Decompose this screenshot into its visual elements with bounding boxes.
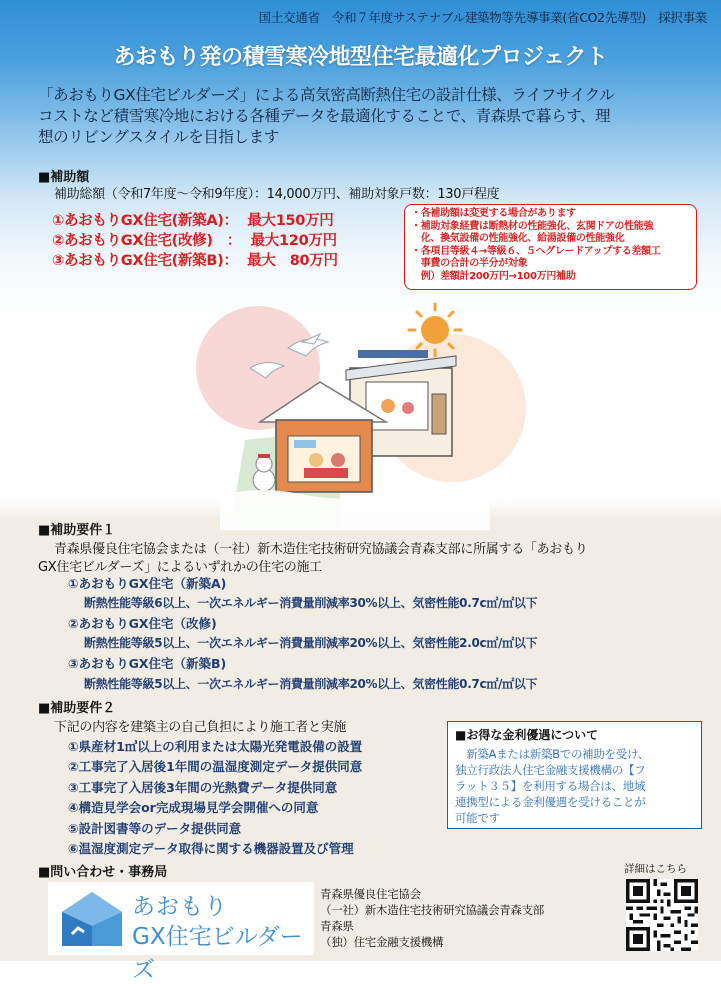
subsidy-heading: ■補助額	[38, 170, 90, 185]
contact-line: 青森県優良住宅協会	[320, 887, 421, 901]
requirement1-item-detail: 断熱性能等級6以上、一次エネルギー消費量削減率30%以上、気密性能0.7c㎡/㎡以下	[84, 596, 538, 610]
requirement2-item: ⑥温湿度測定データ取得に関する機器設置及び管理	[68, 841, 354, 856]
subsidy-item-new-b: ③あおもりGX住宅(新築B)： 最大 80万円	[52, 253, 338, 269]
subsidy-item-new-a: ①あおもりGX住宅(新築A)： 最大150万円	[52, 213, 334, 229]
contact-line: （独）住宅金融支援機構	[320, 935, 444, 949]
builders-logo	[48, 882, 314, 983]
requirement2-item: ⑤設計図書等のデータ提供同意	[68, 821, 242, 836]
contact-heading: ■問い合わせ・事務局	[38, 865, 168, 880]
requirement1-item-detail: 断熱性能等級5以上、一次エネルギー消費量削減率20%以上、気密性能2.0c㎡/㎡以下	[84, 636, 538, 650]
requirement2-item: ①県産材1㎥以上の利用または太陽光発電設備の設置	[68, 739, 363, 754]
program-label: 国土交通省 令和７年度サステナブル建築物等先導事業(省CO2先導型) 採択事業	[258, 10, 707, 25]
note-line: 事費の合計の半分が対象	[411, 258, 528, 270]
benefit-line: ラット３５】を利用する場合は、地域	[455, 779, 646, 793]
benefit-line: 連携型による金利優遇を受けることが	[455, 795, 646, 809]
subsidy-total: 補助総額（令和7年度〜令和9年度）：14,000万円、補助対象戸数：130戸程度	[54, 187, 500, 202]
note-line: ・各項目等級４→等級６、５へグレードアップする差額工	[411, 245, 661, 257]
logo-text: GX住宅ビルダーズ	[132, 924, 303, 983]
interest-benefit-box	[447, 721, 702, 829]
requirement2-item: ③工事完了入居後3年間の光熱費データ提供同意	[68, 780, 338, 795]
intro-line: 想のリビングスタイルを目指します	[38, 128, 279, 146]
qr-label: 詳細はこちら	[624, 863, 687, 875]
note-line: 例）差額計200万円→100万円補助	[411, 270, 576, 282]
qr-code-icon[interactable]	[626, 879, 698, 951]
requirement1-item-title: ①あおもりGX住宅（新築A)	[68, 576, 227, 591]
contact-line: （一社）新木造住宅技術研究協議会青森支部	[320, 903, 544, 917]
requirement1-text: 青森県優良住宅協会または（一社）新木造住宅技術研究協議会青森支部に所属する「あおもり	[54, 542, 588, 557]
benefit-line: 新築Aまたは新築Bでの補助を受け、	[455, 747, 649, 761]
requirement1-item-title: ③あおもりGX住宅（新築B)	[68, 656, 227, 671]
intro-line: コストなど積雪寒冷地における各種データを最適化することで、青森県で暮らす、理	[38, 107, 611, 125]
contact-line: 青森県	[320, 919, 354, 933]
benefit-title: ■お得な金利優遇について	[455, 728, 599, 742]
page-title: あおもり発の積雪寒冷地型住宅最適化プロジェクト	[113, 45, 608, 70]
intro-text	[38, 85, 688, 148]
note-line: ・補助対象経費は断熱材の性能強化、玄関ドアの性能強	[411, 220, 654, 232]
subsidy-item-renovation: ②あおもりGX住宅(改修) ： 最大120万円	[52, 233, 337, 249]
benefit-line: 独立行政法人住宅金融支援機構の【フ	[455, 763, 646, 777]
house-illustration	[190, 290, 520, 530]
requirement2-item: ④構造見学会or完成現場見学会開催への同意	[68, 800, 319, 815]
requirement2-heading: ■補助要件２	[38, 701, 116, 716]
note-line: ・各補助額は変更する場合があります	[411, 208, 576, 219]
benefit-line: 可能です	[455, 811, 500, 825]
logo-text: あおもり	[132, 894, 228, 920]
house-logo-icon	[58, 888, 126, 950]
subsidy-notes-box	[404, 204, 697, 290]
note-line: 化、換気設備の性能強化、給湯設備の性能強化	[411, 233, 625, 245]
intro-line: 「あおもりGX住宅ビルダーズ」による高気密高断熱住宅の設計仕様、ライフサイクル	[38, 86, 615, 104]
requirement1-item-detail: 断熱性能等級5以上、一次エネルギー消費量削減率20%以上、気密性能0.7c㎡/㎡以下	[84, 677, 538, 691]
requirement1-item-title: ②あおもりGX住宅（改修)	[68, 616, 217, 631]
requirement1-text: GX住宅ビルダーズ」によるいずれかの住宅の施工	[38, 560, 322, 575]
requirement2-lead: 下記の内容を建築主の自己負担により施工者と実施	[54, 720, 347, 735]
requirement2-item: ②工事完了入居後1年間の温湿度測定データ提供同意	[68, 759, 363, 774]
requirement1-heading: ■補助要件１	[38, 523, 116, 538]
